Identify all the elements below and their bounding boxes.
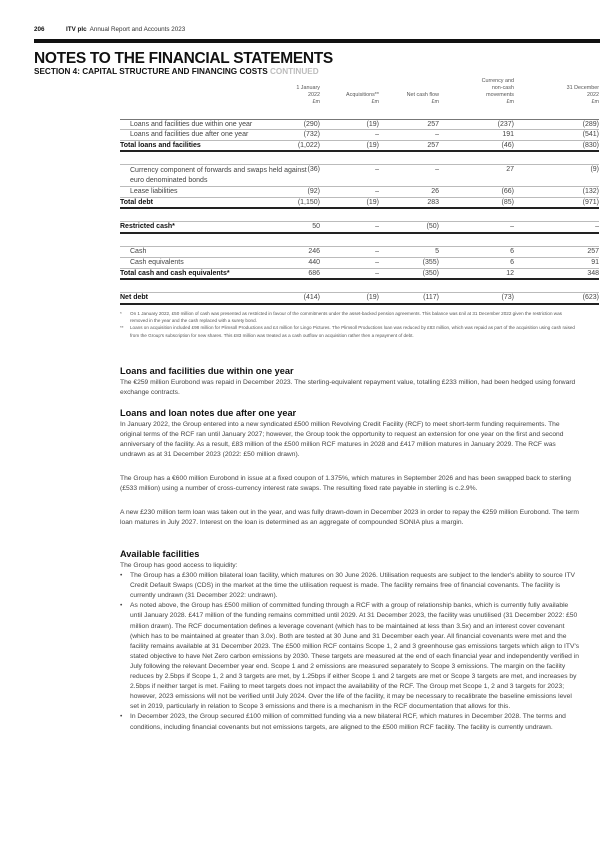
report-name: Annual Report and Accounts 2023: [89, 26, 186, 33]
company-name: ITV plc: [66, 26, 87, 33]
para-rcf: In January 2022, the Group entered into a new syndicated £500 million Revolving Credit Facility (RCF) to meet short-term funding requirements. The original terms of the RCF ran until January 2027; however, the Group took the opportunity to request an extension for one year on the first and second anniversary of the facility. As a result, £83 million of the £500 million RCF matures in 2028 and £417 million matures in January 2029. The RCF was undrawn as at 31 December 2023 (2022: £50 million drawn).: [120, 421, 564, 459]
subtitle-text: SECTION 4: CAPITAL STRUCTURE AND FINANCING COSTS: [34, 67, 268, 76]
table-row: Lease liabilities (92) – 26 (66) (132): [120, 187, 599, 198]
page-title: NOTES TO THE FINANCIAL STATEMENTS: [34, 50, 333, 67]
heading-within-one-year: Loans and facilities due within one year: [120, 366, 294, 376]
page-header: [34, 26, 185, 33]
facilities-section: [120, 561, 582, 733]
table-row: Cash 246 – 5 6 257: [120, 247, 599, 258]
table-row-total: Restricted cash* 50 – (50) – –: [120, 222, 599, 234]
col-header-1jan: 1 January 2022 £m: [296, 85, 320, 105]
table-footnotes: [120, 310, 575, 339]
table-row-total: Net debt (414) (19) (117) (73) (623): [120, 293, 599, 305]
para-within-one-year: The €259 million Eurobond was repaid in December 2023. The sterling-equivalent repayment value, totalling £233 million, had been hedged using forward exchange contracts.: [120, 379, 576, 397]
table-row: Currency component of forwards and swaps held against euro denominated bonds (36) – – 27 (9): [120, 165, 599, 187]
table-row: Loans and facilities due within one year (290) (19) 257 (237) (289): [120, 119, 599, 130]
page-number: 206: [34, 26, 45, 33]
table-row-total: Total cash and cash equivalents* 686 – (350) 12 348: [120, 269, 599, 280]
footnote: * On 1 January 2022, £50 million of cash was presented as restricted in favour of the commitments under the asset-backed pension agreements. This balance was £nil at 31 December 2022 given the restriction was removed in the year and the cash replaced with a surety bond.: [120, 311, 562, 324]
table-spacer: [120, 152, 599, 165]
table-row-total: Total loans and facilities (1,022) (19) 257 (46) (830): [120, 141, 599, 152]
para-eurobond: The Group has a €600 million Eurobond in issue at a fixed coupon of 1.375%, which matures in September 2026 and has been swapped back to sterling (£533 million) using a number of cross-currency interest rate swaps. The resulting fixed rate payable in sterling is c.2.9%.: [120, 475, 571, 493]
facilities-list: [120, 571, 582, 733]
list-item: • As noted above, the Group has £500 million of committed funding through a RCF with a group of relationship banks, which is currently fully available until January 2028. £417 million of the funding remains committed until 2029. At 31 December 2023, the facility was unutilised (31 December 2022: £50 million drawn). The RCF documentation defines a leverage covenant (which has to be maintained at less than 3.5x) and an interest cover covenant (which has to be maintained at greater than 3.0x). Both are tested at 30 June and 31 December each year. All financial covenants were met and the facility remains available at 31 December 2023. The £500 million RCF contains Scope 1, 2 and 3 greenhouse gas emissions targets which align to ITV's stated objective to have Net Zero carbon emissions by 2030. These targets are measured at the end of each financial year and independently verified in July following the relevant December year end. Scope 1 and 2 emissions are measured separately to Scope 3 emissions. The margin on the facility reduces by 2.5bps if Scope 1, 2 and 3 targets are met, by 1.25bps if either Scope 1 and 2 targets are met or Scope 3 targets are met, and increases by 2.5bps if neither target is met. Failing to meet targets does not impact the availability of the RCF. The Group met Scope 1, 2 and 3 targets for 2023; however, 2023 emissions will not be verified until July 2024. Over the life of the facility, it may be necessary to recalibrate the baseline emissions level set in 2019, particularly in relation to Scope 3 emissions and there is a mechanism in the RCF documentation that allows for this.: [120, 601, 582, 712]
table-row: Loans and facilities due after one year (732) – – 191 (541): [120, 130, 599, 141]
table-spacer: [120, 234, 599, 247]
col-header-net-cash-flow: Net cash flow £m: [406, 92, 439, 105]
table-spacer: [120, 280, 599, 293]
list-item: • The Group has a £300 million bilateral loan facility, which matures on 30 June 2026. Utilisation requests are subject to the lender's ability to source ITV Credit Default Swaps (CDS) in the market at the time the utilisation request is made. The facility remains free of financial covenants. The facility is currently undrawn (31 December 2022: undrawn).: [120, 571, 582, 601]
list-item: • In December 2023, the Group secured £100 million of committed funding via a new bilateral RCF, which matures in December 2028. The terms and conditions, including financial covenants but not emissions targets, are aligned to the £500 million RCF facility. The facility is currently undrawn.: [120, 712, 582, 732]
net-debt-table: [120, 78, 599, 305]
table-header: [120, 78, 599, 119]
col-header-currency-movements: Currency and non-cash movements £m: [481, 78, 514, 105]
facilities-intro: The Group has good access to liquidity:: [120, 562, 238, 569]
para-term-loan: A new £230 million term loan was taken out in the year, and was fully drawn-down in December 2023 in order to repay the €259 million Eurobond. The term loan matures in July 2027. Interest on the loan is determined as an aggregate of compounded SONIA plus a margin.: [120, 509, 579, 527]
heading-after-one-year: Loans and loan notes due after one year: [120, 408, 297, 418]
col-header-31dec: 31 December 2022 £m: [566, 85, 599, 105]
table-row-total: Total debt (1,150) (19) 283 (85) (971): [120, 198, 599, 209]
col-header-acquisitions: Acquisitions** £m: [346, 92, 379, 105]
footnote: ** Loans on acquisition included £98 million for Plimsoll Productions and £4 million for Lingo Pictures. The Plimsoll Productions loan was reduced by £83 million, which was repaid as part of the acquisition using cash raised from the Group's subscription for new shares. This £83 million was treated as a cash outflow on acquisition rather then a repayment of debt.: [120, 325, 575, 338]
heading-available-facilities: Available facilities: [120, 549, 200, 559]
section-subtitle: [34, 67, 319, 76]
header-rule: [34, 39, 600, 43]
table-spacer: [120, 209, 599, 222]
table-row: Cash equivalents 440 – (355) 6 91: [120, 258, 599, 269]
subtitle-continued: CONTINUED: [269, 67, 319, 76]
